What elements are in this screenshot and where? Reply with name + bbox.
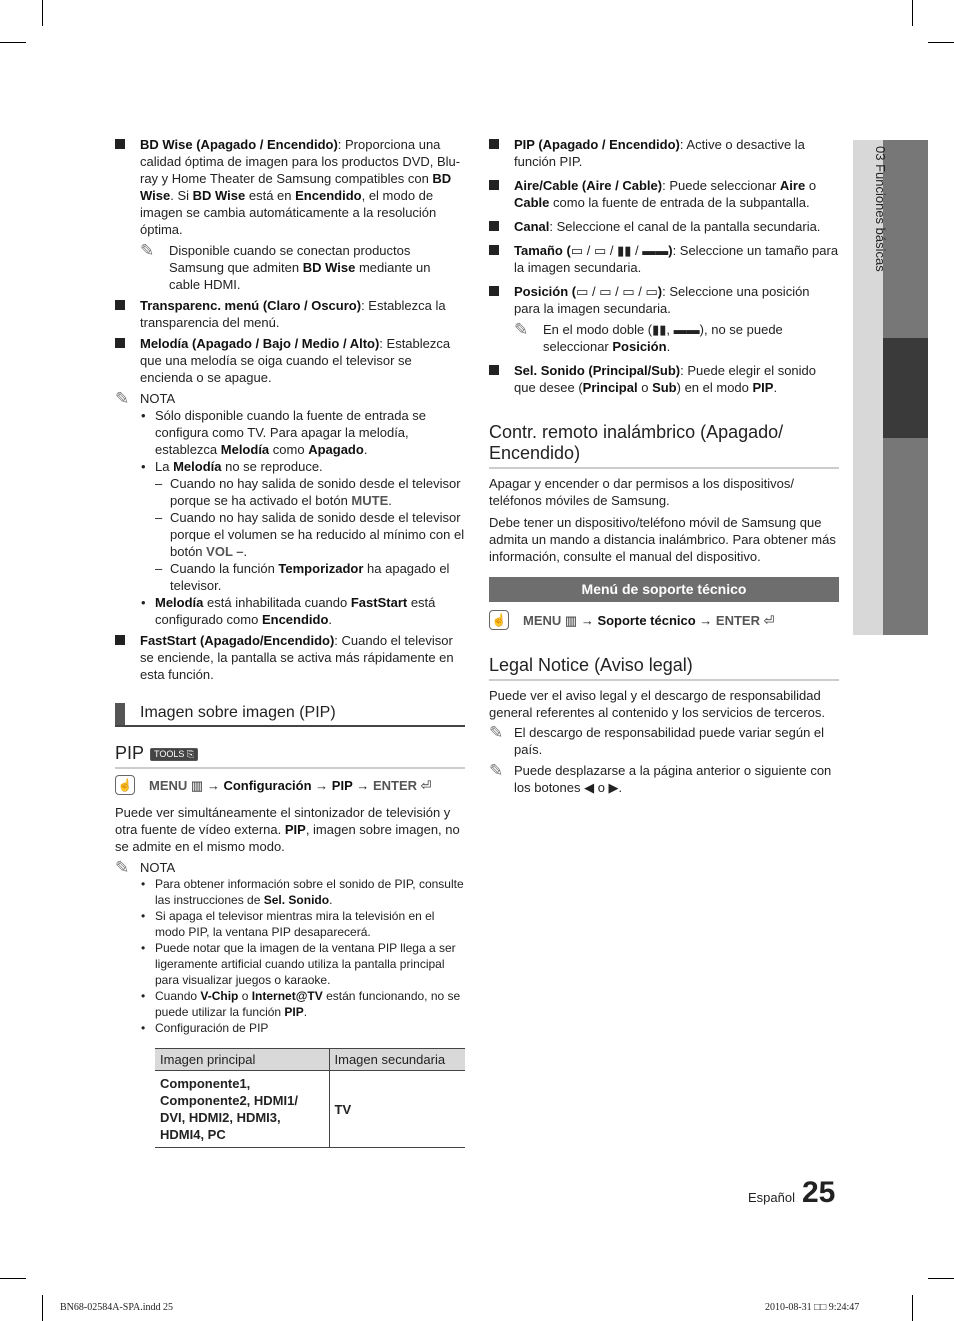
crop-mark [42,0,43,26]
crop-mark [928,1278,954,1279]
text: . [328,612,333,627]
table-cell: TV [329,1071,465,1148]
text: . Si [170,188,193,203]
bold: Sub [652,380,677,395]
support-menu-path [489,612,839,629]
pencil-note-icon: ✎ [489,723,504,742]
text: , el modo de imagen se cambia automáticamente a la resolución óptima. [140,188,437,237]
pip-title: PIP [115,743,145,763]
print-file-info: BN68-02584A-SPA.indd 25 [60,1302,173,1313]
text: : Seleccione una posición para la imagen secundaria. [514,284,810,316]
list-item [155,509,465,560]
nota-heading [115,859,465,876]
double-mode-icons: ▮▮, ▬▬ [652,322,700,337]
menu-step: Configuración [223,778,312,793]
nota-label: NOTA [140,391,176,406]
chapter-tab [853,140,928,635]
list-item: • Puede notar que la imagen de la ventana PIP llega a ser ligeramente artificial cuando utiliza la pantalla principal para visualizar juegos o karaoke. [140,940,465,988]
bd-wise-note [140,242,465,293]
text: . [388,493,392,508]
bold: Posición [612,339,667,354]
text: no se reproduce. [221,459,323,474]
text: En el modo doble ( [543,322,653,337]
tab-block [883,438,928,635]
pip-onoff-label: PIP (Apagado / Encendido) [514,137,680,152]
text: . [773,380,778,395]
legal-note [489,724,839,758]
paragraph: Puede ver el aviso legal y el descargo de responsabilidad general referentes al contenido y los servicios de terceros. [489,688,826,720]
size-icons: ▭ / ▭ / ▮▮ / ▬▬ [570,243,669,258]
footer-language: Español [748,1190,795,1205]
pencil-note-icon: ✎ [115,389,130,408]
enter-label: ENTER [372,778,418,793]
bold: PIP [284,822,306,837]
pencil-note-icon: ✎ [115,858,130,877]
bold: BD Wise [140,171,452,203]
bold: BD Wise [302,260,356,275]
paragraph: Apagar y encender o dar permisos a los dispositivos/ teléfonos móviles de Samsung. [489,476,794,508]
list-item: • Si apaga el televisor mientras mira la televisión en el modo PIP, la ventana PIP desaparecerá. [140,908,465,940]
pencil-note-icon: ✎ [514,320,529,339]
bullet-square-icon [489,139,499,149]
text: . [363,442,368,457]
text: : Proporciona una calidad óptima de imagen para los productos DVD, Blu-ray y Home Theater de Samsung compatibles con [140,137,461,186]
list-item [155,475,465,509]
text: Puede desplazarse a la página anterior o siguiente con los botones ◀ o ▶. [514,763,832,795]
arrow: → [695,613,716,628]
bold: Principal [582,380,638,395]
table-header: Imagen principal [155,1049,329,1071]
bullet-square-icon [489,365,499,375]
text: . [329,893,333,907]
text: están funcionando, no se puede utilizar la función [155,989,461,1019]
bold: Sel. Sonido [263,893,330,907]
text: . [243,544,248,559]
menu-step: PIP [331,778,353,793]
text: Disponible cuando se conectan productos Samsung que admiten [169,243,411,275]
section-subheading [115,701,465,727]
air-cable-label: Aire/Cable (Aire / Cable) [514,178,663,193]
text: . [666,339,671,354]
bd-wise-item [115,136,465,238]
text: Para obtener información sobre el sonido de PIP, consulte las instrucciones de [155,877,464,907]
list-item [140,458,465,475]
sound-label: Sel. Sonido (Principal/Sub) [514,363,681,378]
menu-icon: ▥ [564,613,578,628]
enter-label: ENTER [715,613,760,628]
text: está en [245,188,296,203]
nota-heading [115,390,465,407]
list-item [155,560,465,594]
pencil-note-icon: ✎ [140,241,155,260]
position-icons: ▭ / ▭ / ▭ / ▭ [576,284,658,299]
chapter-tab-label: 03 Funciones básicas [873,146,888,272]
table-header-row [155,1049,465,1071]
bold: ) [668,243,673,258]
text: Cuando no hay salida de sonido desde el televisor porque el volumen se ha reducido al mínimo con el botón [170,510,465,559]
size-item [489,242,839,276]
text: Cuando la función [170,561,279,576]
support-band: Menú de soporte técnico [489,577,839,602]
bold: MUTE [351,493,389,508]
text: Puede ver simultáneamente el sintonizador de televisión y otra fuente de vídeo externa. [115,805,451,837]
tools-badge: TOOLS ⎘ [150,748,198,761]
menu-label: MENU [523,613,562,628]
transparency-item [115,297,465,331]
bold: Internet@TV [251,989,323,1003]
text: : Seleccione un tamaño para la imagen secundaria. [514,243,839,275]
crop-mark [912,0,913,26]
text: : Establezca la transparencia del menú. [140,298,446,330]
tab-block [883,140,928,338]
menu-icon: ▥ [190,778,204,793]
text: está inhabilitada cuando [203,595,351,610]
bold: BD Wise [192,188,246,203]
text: o [637,380,653,395]
hand-icon: ☝ [489,610,509,630]
print-date-info: 2010-08-31 □□ 9:24:47 [765,1302,860,1313]
transparency-label: Transparenc. menú (Claro / Oscuro) [140,298,362,313]
nota-label: NOTA [140,860,176,875]
text: ha apagado el televisor. [170,561,450,593]
pencil-note-icon: ✎ [489,761,504,780]
text: o [238,989,252,1003]
list-item [140,407,465,458]
text: : Puede seleccionar [662,178,780,193]
hand-icon: ☝ [115,775,135,795]
text: : Establezca que una melodía se oiga cuando el televisor se encienda o se apague. [140,336,451,385]
faststart-item [115,632,465,683]
pip-onoff-item [489,136,839,170]
legal-heading: Legal Notice (Aviso legal) [489,655,839,681]
air-cable-item [489,177,839,211]
arrow: → [203,778,224,793]
text: o [805,178,817,193]
bold: PIP [752,380,774,395]
page-number: 25 [802,1176,836,1209]
bullet-square-icon [115,635,125,645]
position-item [489,283,839,317]
text: . [303,1005,308,1019]
bold: VOL – [206,544,244,559]
bullet-square-icon [489,245,499,255]
text: Sólo disponible cuando la fuente de entrada se configura como TV. Para apagar la melodía, establezca [155,408,427,457]
list-item [140,876,465,908]
bullet-square-icon [489,221,499,231]
bullet-square-icon [115,139,125,149]
text: como la fuente de entrada de la subpantalla. [549,195,810,210]
bold: Cable [514,195,550,210]
right-column [489,136,839,800]
subheading-text: Imagen sobre imagen (PIP) [140,704,336,721]
bold: Aire [779,178,806,193]
bold: ) [657,284,663,299]
position-note [514,321,839,355]
position-label: Posición ( [514,284,577,299]
legal-note [489,762,839,796]
bullet-square-icon [489,286,499,296]
crop-mark [0,1278,26,1279]
menu-step: Soporte técnico [597,613,696,628]
remote-heading: Contr. remoto inalámbrico (Apagado/ Encendido) [489,422,839,469]
melody-label: Melodía (Apagado / Bajo / Medio / Alto) [140,336,380,351]
text: : Cuando el televisor se enciende, la pantalla se activa más rápidamente en esta función. [140,633,454,682]
size-label: Tamaño ( [514,243,571,258]
bold: PIP [284,1005,304,1019]
bold: Melodía [173,459,222,474]
text: El descargo de responsabilidad puede variar según el país. [514,725,825,757]
tools-label: TOOLS [154,749,185,759]
bold: FastStart [350,595,408,610]
pip-description [115,804,465,855]
table-row [155,1071,465,1148]
faststart-label: FastStart (Apagado/Encendido) [140,633,335,648]
crop-mark [42,1295,43,1321]
heading-bar [115,703,125,725]
bold: V-Chip [200,989,239,1003]
tab-block-active [883,338,928,438]
text: , imagen sobre imagen, no se admite en el mismo modo. [115,822,460,854]
bold: Melodía [220,442,270,457]
text: : Active o desactive la función PIP. [514,137,805,169]
list-item [140,988,465,1020]
left-column [115,136,465,1148]
pip-menu-path [115,777,465,794]
text: : Seleccione el canal de la pantalla secundaria. [549,219,821,234]
bold: Temporizador [278,561,364,576]
melody-item [115,335,465,386]
pip-config-table [155,1048,465,1148]
channel-item [489,218,839,235]
enter-icon: ⏎ [763,613,775,628]
arrow: → [311,778,332,793]
bold: Apagado [308,442,364,457]
text: : Puede elegir el sonido que desee ( [514,363,816,395]
bullet-square-icon [115,300,125,310]
bd-wise-label: BD Wise (Apagado / Encendido) [140,137,338,152]
arrow: → [352,778,373,793]
crop-mark [928,42,954,43]
bullet-square-icon [489,180,499,190]
bold: Encendido [261,612,329,627]
text: Cuando [155,989,201,1003]
text: como [269,442,309,457]
channel-label: Canal [514,219,550,234]
arrow: → [577,613,598,628]
table-header: Imagen secundaria [329,1049,465,1071]
text: La [155,459,174,474]
bullet-square-icon [115,338,125,348]
bold: Encendido [295,188,362,203]
bold: Melodía [155,595,204,610]
menu-label: MENU [149,778,188,793]
pip-heading [115,743,465,769]
text: Cuando no hay salida de sonido desde el televisor porque se ha activado el botón [170,476,461,508]
text: está configurado como [155,595,436,627]
paragraph: Debe tener un dispositivo/teléfono móvil de Samsung que admita un mando a distancia inalámbrico. Para obtener más información, consulte el manual del dispositivo. [489,515,836,564]
table-cell: Componente1, Componente2, HDMI1/ DVI, HDMI2, HDMI3, HDMI4, PC [155,1071,329,1148]
enter-icon: ⏎ [420,778,432,793]
crop-mark [0,42,26,43]
list-item: • Configuración de PIP [140,1020,465,1036]
sound-item [489,362,839,396]
list-item [140,594,465,628]
text: ), no se puede seleccionar [543,322,783,354]
text: mediante un cable HDMI. [169,260,431,292]
crop-mark [912,1295,913,1321]
text: ) en el modo [676,380,753,395]
